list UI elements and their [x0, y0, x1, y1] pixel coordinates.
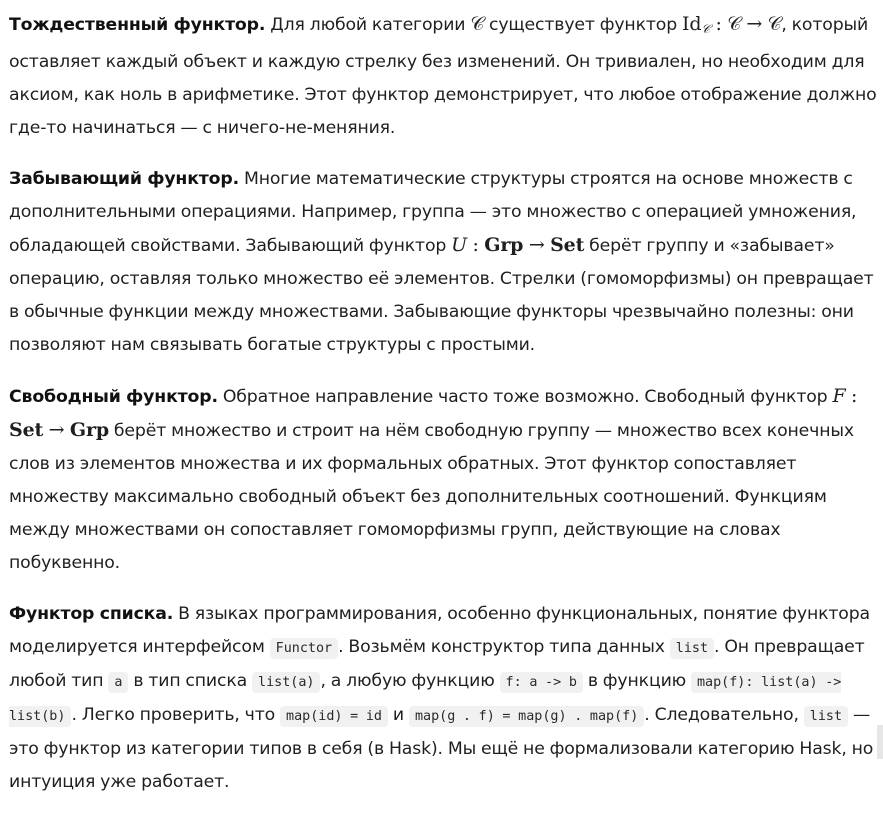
paragraph-heading: Забывающий функтор. — [9, 169, 240, 189]
paragraph-text: В языках программирования, особенно функциональных, понятие функтора моделируется интерфейсом — [9, 604, 870, 657]
inline-code: list — [670, 638, 714, 659]
inline-code: map(g . f) = map(g) . map(f) — [409, 706, 644, 727]
paragraph-text: Многие математические структуры строятся на основе множеств с дополнительными операциями. Например, группа — это множество с операцией умножения, обладающей свойствами. Забывающий функтор — [9, 169, 857, 256]
math-category: 𝒞 — [470, 13, 485, 35]
inline-code: list(a) — [252, 672, 320, 693]
inline-code: map(id) = id — [280, 706, 388, 727]
math-id: Id — [681, 13, 702, 35]
paragraph-forgetful-functor — [9, 163, 883, 362]
paragraph-text: берёт группу и «забывает» операцию, оставляя только множество её элементов. Стрелки (гомоморфизмы) он превращает в обычные функции между множествами. Забывающие функторы чрезвычайно полезны: они позволяют нам связывать богатые структуры с простыми. — [9, 236, 874, 355]
paragraph-list-functor — [9, 598, 883, 799]
math-forgetful-functor — [451, 234, 584, 256]
math-id-subscript: 𝒞 — [701, 22, 710, 36]
inline-code: list — [804, 706, 848, 727]
math-identity-functor — [682, 13, 781, 35]
paragraph-text: в функцию — [582, 671, 691, 691]
math-category: 𝒞 — [727, 13, 741, 35]
math-u: U — [451, 234, 468, 256]
paragraph-heading: Тождественный функтор. — [9, 15, 266, 35]
math-category: 𝒞 — [767, 13, 782, 35]
math-grp: Grp — [69, 419, 109, 441]
paragraph-identity-functor — [9, 8, 883, 145]
inline-code: f: a -> b — [500, 672, 583, 693]
paragraph-text: . Он превращает любой тип — [9, 637, 865, 691]
math-colon: : — [467, 234, 485, 256]
scrollbar-thumb[interactable] — [877, 725, 883, 759]
inline-code: map(f): list(a) -> list(b) — [9, 672, 841, 727]
inline-code: Functor — [270, 638, 338, 659]
math-grp: Grp — [484, 234, 524, 256]
paragraph-text: . Следовательно, — [644, 705, 804, 725]
paragraph-text: Обратное направление часто тоже возможно. Свободный функтор — [217, 387, 833, 407]
math-arrow: → — [43, 419, 70, 441]
paragraph-free-functor — [9, 380, 883, 580]
math-set: Set — [9, 419, 44, 441]
math-arrow: → — [740, 13, 768, 35]
paragraph-text: Для любой категории — [265, 15, 471, 35]
paragraph-text: берёт множество и строит на нём свободную группу — множество всех конечных слов из элементов множества и их формальных обратных. Этот функтор сопоставляет множеству максимально свободный объект без дополнительных соотношений. Функциям между множествами он сопоставляет гомоморфизмы групп, действующие на словах побуквенно. — [9, 421, 854, 573]
math-colon: : — [709, 13, 728, 35]
math-f: F — [832, 385, 846, 407]
math-set: Set — [550, 234, 585, 256]
paragraph-text: , а любую функцию — [320, 671, 500, 691]
math-colon: : — [845, 385, 858, 407]
inline-code: a — [108, 672, 128, 693]
paragraph-heading: Свободный функтор. — [9, 387, 218, 407]
paragraph-text: . Возьмём конструктор типа данных — [338, 637, 670, 657]
paragraph-text: — это функтор из категории типов в себя (в Hask). Мы ещё не формализовали категорию Hask, но интуиция уже работает. — [9, 705, 874, 792]
paragraph-text: и — [387, 705, 409, 725]
math-arrow: → — [523, 234, 551, 256]
paragraph-heading: Функтор списка. — [9, 604, 174, 624]
document-body — [9, 8, 883, 817]
paragraph-text: в тип списка — [128, 671, 253, 691]
paragraph-text: . Легко проверить, что — [71, 705, 281, 725]
paragraph-text: , который оставляет каждый объект и каждую стрелку без изменений. Он тривиален, но необходим для аксиом, как ноль в арифметике. Этот функтор демонстрирует, что любое отображение должно где-то начинаться — с ничего-не-меняния. — [9, 15, 877, 138]
paragraph-text: существует функтор — [484, 15, 682, 35]
